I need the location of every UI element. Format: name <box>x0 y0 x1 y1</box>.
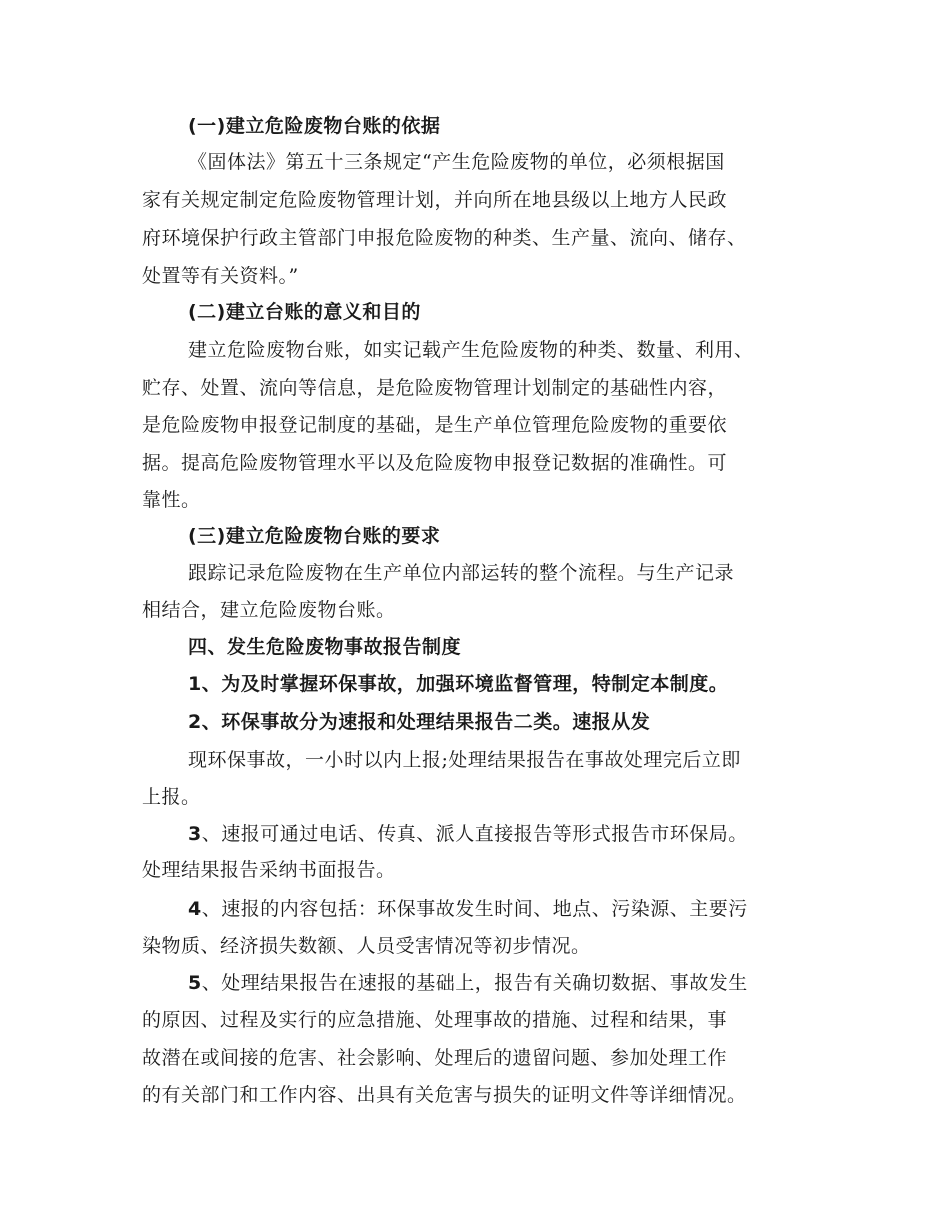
paragraph-line: 处置等有关资料。” <box>142 265 299 287</box>
item-3 <box>188 822 812 846</box>
item-text: 、处理结果报告在速报的基础上，报告有关确切数据、事故发生 <box>201 972 748 994</box>
section-heading-accident-report: 四、发生危险废物事故报告制度 <box>188 636 462 658</box>
paragraph-line: 上报。 <box>142 786 201 808</box>
paragraph-line: 是危险废物申报登记制度的基础，是生产单位管理危险废物的重要依 <box>142 414 728 436</box>
paragraph-line: 故潜在或间接的危害、社会影响、处理后的遗留问题、参加处理工作 <box>142 1047 728 1069</box>
item-4 <box>188 897 812 921</box>
paragraph-line: 现环保事故，一小时以内上报;处理结果报告在事故处理完后立即 <box>188 749 741 771</box>
section-heading-purpose: (二)建立台账的意义和目的 <box>188 301 421 323</box>
paragraph-line: 染物质、经济损失数额、人员受害情况等初步情况。 <box>142 935 591 957</box>
paragraph-line: 处理结果报告采纳书面报告。 <box>142 859 396 881</box>
paragraph-line: 建立危险废物台账，如实记载产生危险废物的种类、数量、利用、 <box>188 339 754 361</box>
item-text: 、速报的内容包括：环保事故发生时间、地点、污染源、主要污 <box>201 898 748 920</box>
paragraph-line: 《固体法》第五十三条规定“产生危险废物的单位，必须根据国 <box>188 151 725 173</box>
paragraph-line: 跟踪记录危险废物在生产单位内部运转的整个流程。与生产记录 <box>188 562 735 584</box>
item-number: 3 <box>188 823 202 845</box>
paragraph-line: 靠性。 <box>142 489 201 511</box>
paragraph-line: 相结合，建立危险废物台账。 <box>142 599 396 621</box>
paragraph-line: 的有关部门和工作内容、出具有关危害与损失的证明文件等详细情况。 <box>142 1084 747 1106</box>
section-heading-basis: (一)建立危险废物台账的依据 <box>188 115 441 137</box>
paragraph-line: 府环境保护行政主管部门申报危险废物的种类、生产量、流向、储存、 <box>142 227 747 249</box>
item-5 <box>188 971 812 995</box>
paragraph-line: 据。提高危险废物管理水平以及危险废物申报登记数据的准确性。可 <box>142 452 728 474</box>
paragraph-line: 贮存、处置、流向等信息，是危险废物管理计划制定的基础性内容， <box>142 377 728 399</box>
paragraph-line: 家有关规定制定危险废物管理计划，并向所在地县级以上地方人民政 <box>142 189 728 211</box>
item-number: 4 <box>188 898 202 920</box>
item-text: 、速报可通过电话、传真、派人直接报告等形式报告市环保局。 <box>201 823 748 845</box>
section-heading-requirements: (三)建立危险废物台账的要求 <box>188 525 441 547</box>
item-number: 5 <box>188 972 202 994</box>
paragraph-line: 的原因、过程及实行的应急措施、处理事故的措施、过程和结果，事 <box>142 1009 728 1031</box>
item-2-heading: 2、环保事故分为速报和处理结果报告二类。速报从发 <box>188 711 651 733</box>
item-1: 1、为及时掌握环保事故，加强环境监督管理，特制定本制度。 <box>188 673 729 695</box>
